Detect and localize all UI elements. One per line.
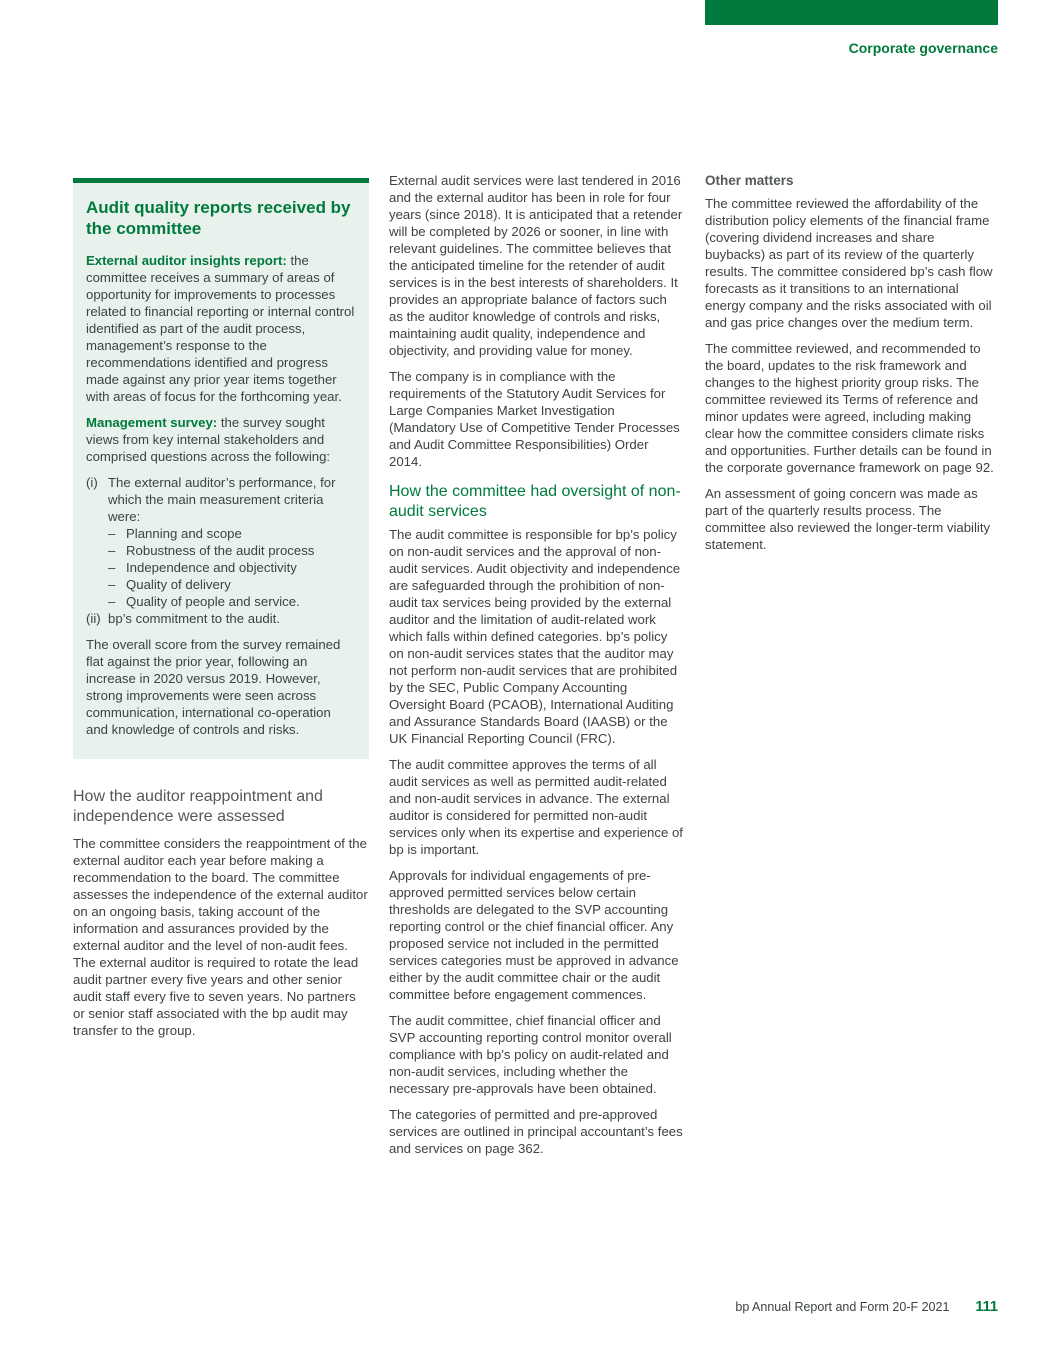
list-marker-i: (i) xyxy=(86,475,98,490)
list-subitem xyxy=(86,576,356,593)
box-paragraph-score: The overall score from the survey remained flat against the prior year, following an increase in 2020 versus 2019. However, strong improvements were seen across communication, international co-operation and knowledge of controls and risks. xyxy=(86,637,341,737)
paragraph-tender: External audit services were last tendered in 2016 and the external auditor has been in role for four years (since 2018). It is anticipated that a retender will be completed by 2026 or sooner, in line with relevant guidelines. The committee believes that the anticipated timeline for the retender of audit services is in the best interests of shareholders. It provides an appropriate balance of factors such as the auditor knowledge of controls and risks, maintaining audit quality, independence and objectivity, and providing value for money. xyxy=(389,173,683,358)
insights-report-text: the committee receives a summary of areas of opportunity for improvements to processes related to financial reporting or internal control identified as part of the audit process, management’s response to the recommendations identified and progress made against any prior year items together with areas of focus for the forthcoming year. xyxy=(86,253,355,404)
list-subitem xyxy=(86,593,356,610)
list-item-i-text: The external auditor’s performance, for which the main measurement criteria were: xyxy=(108,475,336,524)
management-survey-label: Management survey: xyxy=(86,415,218,430)
box-paragraph-survey xyxy=(86,414,356,465)
paragraph-auditor-reappointment: The committee considers the reappointment of the external auditor each year before making a recommendation to the board. The committee assesses the independence of the external auditor on an ongoing basis, taking account of the information and assurances provided by the external auditor and the level of non-audit fees. The external auditor is required to rotate the lead audit partner every five years and other senior audit staff every five to seven years. No partners or senior staff associated with the bp audit may transfer to the group. xyxy=(73,836,368,1038)
paragraph-risk-framework: The committee reviewed, and recommended to the board, updates to the risk framework and changes to the highest priority group risks. The committee reviewed its Terms of reference and minor updates were agreed, including making clear how the committee considers climate risks and opportunities. Further details can be found in the corporate governance framework on page 92. xyxy=(705,341,994,475)
paragraph-permitted-categories: The categories of permitted and pre-approved services are outlined in principal accountant’s fees and services on page 362. xyxy=(389,1107,683,1156)
list-subitem xyxy=(86,542,356,559)
heading-auditor-reappointment: How the auditor reappointment and independence were assessed xyxy=(73,788,323,825)
dash-marker: – xyxy=(108,577,116,592)
paragraph-approves-terms: The audit committee approves the terms of all audit services as well as permitted audit-related and non-audit services in advance. The external auditor is considered for permitted non-audit services only when its expertise and experience of bp is important. xyxy=(389,757,683,857)
heading-non-audit-oversight: How the committee had oversight of non-audit services xyxy=(389,483,681,520)
heading-other-matters: Other matters xyxy=(705,173,794,188)
list-item-i xyxy=(86,474,356,525)
dash-marker: – xyxy=(108,560,116,575)
middle-column xyxy=(389,172,683,1166)
paragraph-going-concern: An assessment of going concern was made as part of the quarterly results process. The committee also reviewed the longer-term viability statement. xyxy=(705,486,991,552)
left-column xyxy=(73,172,369,1048)
list-subitem-text: Planning and scope xyxy=(126,526,242,541)
box-paragraph-insights xyxy=(86,252,356,405)
list-marker-ii: (ii) xyxy=(86,611,101,626)
paragraph-compliance-order: The company is in compliance with the requirements of the Statutory Audit Services for Large Companies Market Investigation (Mandatory Use of Competitive Tender Processes and Audit Committee Responsibilities) Order 2014. xyxy=(389,369,680,469)
list-subitem-text: Independence and objectivity xyxy=(126,560,297,575)
dash-marker: – xyxy=(108,594,116,609)
list-subitem-text: Quality of people and service. xyxy=(126,594,300,609)
survey-criteria-list xyxy=(86,474,356,627)
paragraph-approvals-delegation: Approvals for individual engagements of pre-approved permitted services below certain thresholds are delegated to the SVP accounting reporting control or the chief financial officer. Any proposed service not included in the permitted services categories must be approved in advance either by the audit committee chair or the audit committee before engagement commences. xyxy=(389,868,679,1002)
list-subitem-text: Quality of delivery xyxy=(126,577,231,592)
insights-report-label: External auditor insights report: xyxy=(86,253,287,268)
section-color-bar xyxy=(705,0,998,25)
right-column xyxy=(705,172,998,562)
page-number: 111 xyxy=(975,1299,998,1315)
paragraph-compliance-monitoring: The audit committee, chief financial officer and SVP accounting reporting control monitor overall compliance with bp’s policy on audit-related and non-audit services, including whether the necessary pre-approvals have been obtained. xyxy=(389,1013,672,1096)
dash-marker: – xyxy=(108,543,116,558)
list-item-ii-text: bp’s commitment to the audit. xyxy=(108,611,281,626)
list-subitem xyxy=(86,559,356,576)
footer-report-title: bp Annual Report and Form 20-F 2021 xyxy=(735,1300,950,1314)
page-footer xyxy=(389,1299,998,1315)
paragraph-distribution-policy: The committee reviewed the affordability of the distribution policy elements of the financial frame (covering dividend increases and share buybacks) as part of its review of the quarterly results. The committee considered bp’s cash flow forecasts as it transitions to an international energy company and the risks associated with oil and gas price changes over the medium term. xyxy=(705,196,993,330)
list-subitem-text: Robustness of the audit process xyxy=(126,543,315,558)
audit-quality-box xyxy=(73,178,369,759)
management-survey-text: the survey sought views from key internal stakeholders and comprised questions across the following: xyxy=(86,415,331,464)
list-item-ii xyxy=(86,610,356,627)
section-label: Corporate governance xyxy=(848,40,998,56)
dash-marker: – xyxy=(108,526,116,541)
box-title: Audit quality reports received by the committee xyxy=(86,198,351,238)
paragraph-non-audit-policy: The audit committee is responsible for bp’s policy on non-audit services and the approval of non-audit services. Audit objectivity and independence are safeguarded through the prohibition of non-audit tax services being provided by the external auditor and the limitation of audit-related work which falls within defined categories. bp’s policy on non-audit services states that the auditor may not perform non-audit services that are prohibited by the SEC, Public Company Accounting Oversight Board (PCAOB), International Auditing and Assurance Standards Board (IAASB) or the UK Financial Reporting Council (FRC). xyxy=(389,527,681,746)
list-subitem xyxy=(86,525,356,542)
